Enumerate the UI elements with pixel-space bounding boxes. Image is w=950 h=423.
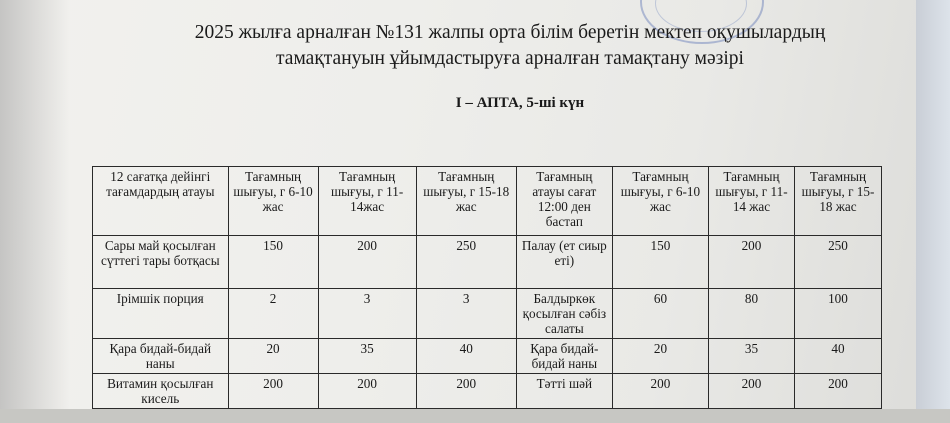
table-cell: Тәтті шәй <box>516 374 612 409</box>
table-cell: Ірімшік порция <box>93 289 229 339</box>
table-cell: Витамин қосылған кисель <box>93 374 229 409</box>
table-row <box>93 236 882 289</box>
table-cell: 20 <box>228 339 318 374</box>
table-cell: 60 <box>612 289 708 339</box>
table-cell: 250 <box>416 236 516 289</box>
background-bottom <box>0 409 950 423</box>
document-title: 2025 жылға арналған №131 жалпы орта білім беретін мектеп оқушылардың тамақтануын ұйымдастыруға арналған тамақтану мәзірі <box>194 22 826 69</box>
table-cell: 200 <box>228 374 318 409</box>
table-cell: 20 <box>612 339 708 374</box>
table-cell: 150 <box>612 236 708 289</box>
page-shadow <box>0 0 70 423</box>
table-cell: 40 <box>794 339 881 374</box>
table-cell: 200 <box>416 374 516 409</box>
table-cell: 35 <box>708 339 794 374</box>
document-subtitle: I – АПТА, 5-ші күн <box>455 95 585 111</box>
table-cell: 3 <box>416 289 516 339</box>
header-yield-15-18: Тағамның шығуы, г 15-18 жас <box>416 167 516 236</box>
table-cell: 200 <box>318 236 416 289</box>
header-afternoon-dish: Тағамның атауы сағат 12:00 ден бастап <box>516 167 612 236</box>
table-row <box>93 289 882 339</box>
menu-table <box>92 166 882 409</box>
table-row <box>93 339 882 374</box>
table-cell: Палау (ет сиыр еті) <box>516 236 612 289</box>
header-morning-dish: 12 сағатқа дейінгі тағамдардың атауы <box>93 167 229 236</box>
header-yield-6-10-pm: Тағамның шығуы, г 6-10 жас <box>612 167 708 236</box>
table-cell: Балдыркөк қосылған сәбіз салаты <box>516 289 612 339</box>
table-row <box>93 374 882 409</box>
table-cell: 3 <box>318 289 416 339</box>
table-cell: 200 <box>708 236 794 289</box>
table-cell: Қара бидай-бидай наны <box>516 339 612 374</box>
table-cell: 100 <box>794 289 881 339</box>
table-cell: 250 <box>794 236 881 289</box>
table-cell: 200 <box>708 374 794 409</box>
header-yield-11-14: Тағамның шығуы, г 11-14жас <box>318 167 416 236</box>
table-cell: 200 <box>318 374 416 409</box>
table-cell: 150 <box>228 236 318 289</box>
table-cell: 35 <box>318 339 416 374</box>
table-cell: 80 <box>708 289 794 339</box>
table-cell: Қара бидай-бидай наны <box>93 339 229 374</box>
table-cell: 200 <box>612 374 708 409</box>
table-cell: 200 <box>794 374 881 409</box>
table-cell: Сары май қосылған сүттегі тары ботқасы <box>93 236 229 289</box>
table-header-row <box>93 167 882 236</box>
header-yield-15-18-pm: Тағамның шығуы, г 15-18 жас <box>794 167 881 236</box>
table-cell: 40 <box>416 339 516 374</box>
header-yield-11-14-pm: Тағамның шығуы, г 11-14 жас <box>708 167 794 236</box>
background-edge <box>916 0 950 423</box>
table-cell: 2 <box>228 289 318 339</box>
header-yield-6-10: Тағамның шығуы, г 6-10 жас <box>228 167 318 236</box>
